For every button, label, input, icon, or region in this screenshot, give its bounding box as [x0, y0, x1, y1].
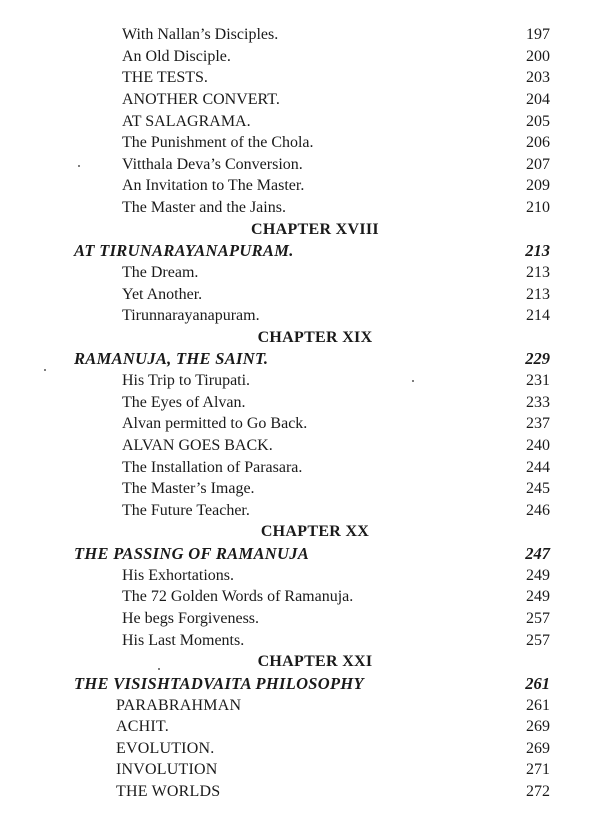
chapter-heading [0, 219, 600, 240]
section-title [0, 348, 600, 369]
page-number: 213 [525, 241, 550, 261]
entry-title: Alvan permitted to Go Back. [122, 415, 308, 433]
entry-title: Yet Another. [122, 285, 203, 303]
toc-entry [0, 46, 600, 67]
toc-entry [0, 197, 600, 218]
scan-speck [78, 165, 80, 167]
page-number: 210 [526, 199, 550, 217]
page-number: 203 [526, 69, 550, 87]
toc-entry [0, 457, 600, 478]
toc-entry [0, 565, 600, 586]
entry-title: ALVAN GOES BACK. [122, 436, 273, 454]
page-number: 197 [526, 26, 550, 43]
entry-title: With Nallan’s Disciples. [122, 26, 279, 43]
toc-entry [0, 67, 600, 88]
toc-entry [0, 154, 600, 175]
entry-title: The Master and the Jains. [122, 199, 286, 217]
entry-title: The 72 Golden Words of Ramanuja. [122, 588, 354, 606]
page-number: 231 [526, 372, 550, 390]
toc-entry [0, 716, 600, 737]
page-number: 247 [525, 544, 550, 564]
entry-title: CHAPTER XX [260, 523, 370, 541]
toc-entry [0, 111, 600, 132]
chapter-heading [0, 521, 600, 542]
entry-title: THE PASSING OF RAMANUJA [74, 544, 310, 564]
page-number: 213 [526, 285, 550, 303]
page-number: 244 [526, 458, 550, 476]
toc-entry [0, 630, 600, 651]
scan-speck [44, 369, 46, 371]
section-title [0, 240, 600, 261]
entry-title: RAMANUJA, THE SAINT. [74, 349, 269, 369]
entry-title: An Old Disciple. [122, 47, 231, 65]
chapter-heading [0, 651, 600, 672]
toc-entry [0, 478, 600, 499]
page-number: 229 [525, 349, 550, 369]
page-number: 200 [526, 47, 550, 65]
entry-title: AT TIRUNARAYANAPURAM. [74, 241, 294, 261]
page-number: 257 [526, 631, 550, 649]
section-title [0, 543, 600, 564]
entry-title: CHAPTER XVIII [251, 220, 379, 238]
page-number: 271 [526, 761, 550, 779]
page-number: 206 [526, 134, 550, 152]
page-number: 272 [526, 783, 550, 801]
page-number: 261 [525, 673, 550, 693]
page-number: 213 [526, 263, 550, 281]
toc-entry [0, 175, 600, 196]
entry-title: He begs Forgiveness. [122, 610, 260, 627]
scan-speck [158, 668, 160, 670]
page-number: 249 [526, 566, 550, 584]
toc-entry [0, 262, 600, 283]
entry-title: CHAPTER XXI [257, 653, 373, 671]
entry-title: Tirunnarayanapuram. [122, 307, 260, 325]
entry-title: PARABRAHMAN [116, 696, 242, 714]
entry-title: The Punishment of the Chola. [122, 134, 314, 152]
toc-entry [0, 608, 600, 629]
page-number: 249 [526, 588, 550, 606]
entry-title: CHAPTER XIX [257, 328, 373, 346]
entry-title: His Last Moments. [122, 631, 245, 649]
entry-title: THE WORLDS [116, 783, 221, 801]
entry-title: THE TESTS. [122, 69, 208, 87]
toc-entry [0, 695, 600, 716]
section-title [0, 673, 600, 694]
entry-title: Vitthala Deva’s Conversion. [122, 155, 303, 173]
entry-title: His Exhortations. [122, 566, 234, 584]
toc-entry [0, 132, 600, 153]
page-number: 209 [526, 177, 550, 195]
toc-entry [0, 759, 600, 780]
page-number: 205 [526, 112, 550, 130]
page-number: 204 [526, 90, 550, 108]
toc-entry [0, 435, 600, 456]
toc-entry [0, 24, 600, 45]
toc-entry [0, 392, 600, 413]
page-number: 237 [526, 415, 550, 433]
page-number: 261 [526, 696, 550, 714]
chapter-heading [0, 327, 600, 348]
entry-title: EVOLUTION. [116, 739, 215, 757]
page-number: 246 [526, 501, 550, 519]
toc-entry [0, 738, 600, 759]
entry-title: His Trip to Tirupati. [122, 372, 251, 390]
page-number: 269 [526, 739, 550, 757]
toc-entry [0, 370, 600, 391]
toc-entry [0, 305, 600, 326]
page-number: 257 [526, 610, 550, 627]
page-number: 240 [526, 436, 550, 454]
page-number: 269 [526, 718, 550, 736]
entry-title: The Eyes of Alvan. [122, 393, 246, 411]
page-number: 207 [526, 155, 550, 173]
entry-title: AT SALAGRAMA. [122, 112, 251, 130]
toc-entry [0, 284, 600, 305]
page-number: 214 [526, 307, 550, 325]
entry-title: The Dream. [122, 263, 199, 281]
entry-title: The Installation of Parasara. [122, 458, 303, 476]
entry-title: The Master’s Image. [122, 480, 255, 498]
entry-title: The Future Teacher. [122, 501, 250, 519]
toc-entry [0, 781, 600, 802]
entry-title: THE VISISHTADVAITA PHILOSOPHY [74, 673, 364, 693]
entry-title: ACHIT. [116, 718, 169, 736]
page-number: 233 [526, 393, 550, 411]
toc-entry [0, 89, 600, 110]
toc-entry [0, 586, 600, 607]
entry-title: ANOTHER CONVERT. [122, 90, 280, 108]
entry-title: INVOLUTION [116, 761, 218, 779]
entry-title: An Invitation to The Master. [122, 177, 305, 195]
scan-speck [412, 380, 414, 382]
page-number: 245 [526, 480, 550, 498]
toc-entry [0, 500, 600, 521]
toc-entry [0, 413, 600, 434]
